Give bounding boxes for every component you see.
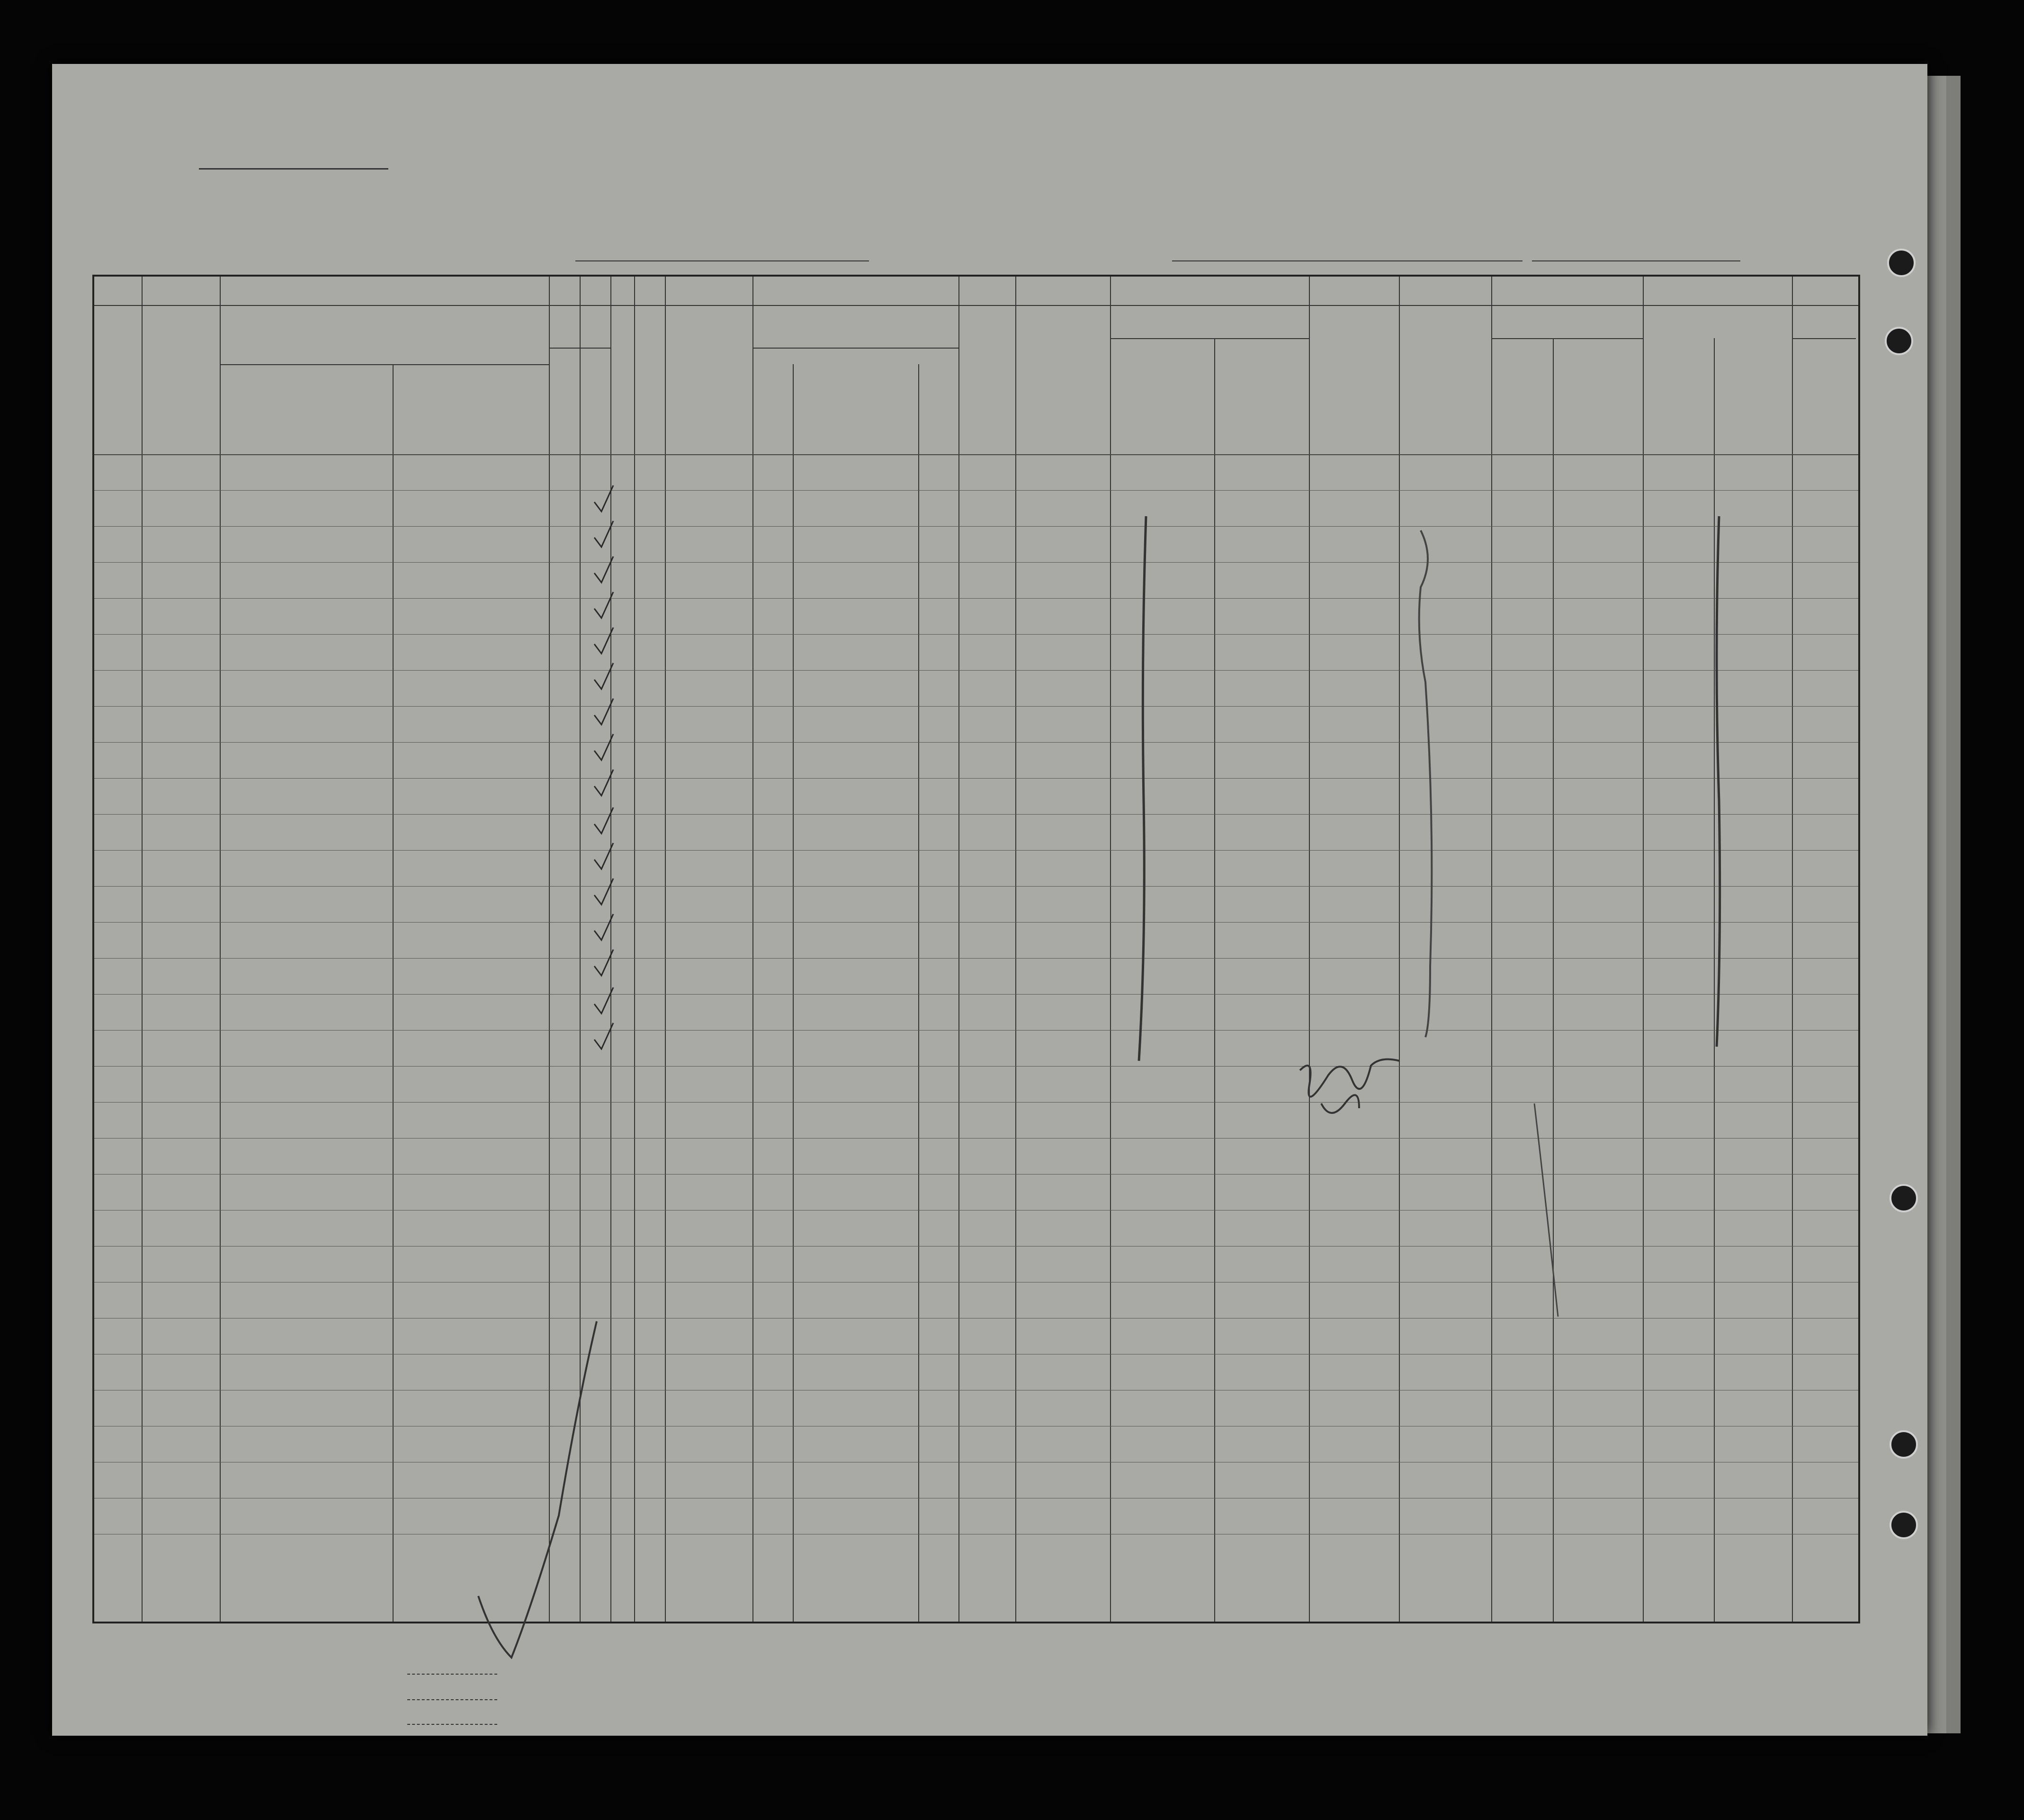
column-divider [918, 364, 919, 1622]
table-row-line [94, 958, 1858, 959]
paper-stack-edge [1946, 76, 1961, 1733]
date-underline [1532, 260, 1740, 261]
column-divider [1714, 338, 1715, 1622]
table-row-line [94, 670, 1858, 671]
header-rule [1491, 338, 1643, 339]
table-row-line [94, 850, 1858, 851]
column-divider [1399, 277, 1400, 1622]
column-divider [549, 277, 550, 1622]
column-divider [1309, 277, 1310, 1622]
binder-hole [1890, 1184, 1918, 1212]
table-row-line [94, 490, 1858, 491]
column-divider [793, 364, 794, 1622]
column-divider [1015, 277, 1016, 1622]
table-row-line [94, 598, 1858, 599]
table-row-line [94, 454, 1858, 455]
binder-hole [1890, 1430, 1918, 1459]
binder-hole [1887, 249, 1916, 277]
table-row-line [94, 814, 1858, 815]
header-rule [1110, 338, 1309, 339]
table-row-line [94, 1066, 1858, 1067]
header-rule [1792, 338, 1856, 339]
column-divider [1553, 338, 1554, 1622]
table-row-line [94, 922, 1858, 923]
list-underline [199, 168, 388, 170]
manifest-table [92, 275, 1860, 1623]
header-rule [220, 364, 549, 365]
table-row-line [94, 706, 1858, 707]
binder-hole [1890, 1511, 1918, 1539]
column-divider [393, 364, 394, 1622]
totals-line [407, 1674, 497, 1675]
column-divider [752, 277, 753, 1622]
totals-line [407, 1699, 497, 1700]
table-row-line [94, 1030, 1858, 1031]
column-divider [580, 364, 581, 1622]
table-row-line [94, 886, 1858, 887]
table-row-line [94, 742, 1858, 743]
table-row-line [94, 526, 1858, 527]
table-row-line [94, 634, 1858, 635]
table-row-line [94, 1138, 1858, 1139]
port-underline [1172, 260, 1522, 261]
column-divider [1491, 277, 1492, 1622]
header-rule [94, 305, 1858, 306]
column-divider [665, 277, 666, 1622]
table-row-line [94, 994, 1858, 995]
column-divider [958, 277, 959, 1622]
column-divider [610, 277, 611, 1622]
column-divider [220, 277, 221, 1622]
table-row-line [94, 562, 1858, 563]
column-divider [1643, 277, 1644, 1622]
ship-underline [575, 260, 869, 261]
header-rule [549, 348, 610, 349]
table-row-line [94, 778, 1858, 779]
totals-line [407, 1724, 497, 1725]
table-row-line [94, 1102, 1858, 1103]
column-divider [1214, 338, 1215, 1622]
column-divider [142, 277, 143, 1622]
binder-hole [1885, 327, 1913, 355]
column-divider [634, 277, 635, 1622]
column-divider [1110, 277, 1111, 1622]
column-divider [1792, 277, 1793, 1622]
header-rule [752, 348, 958, 349]
